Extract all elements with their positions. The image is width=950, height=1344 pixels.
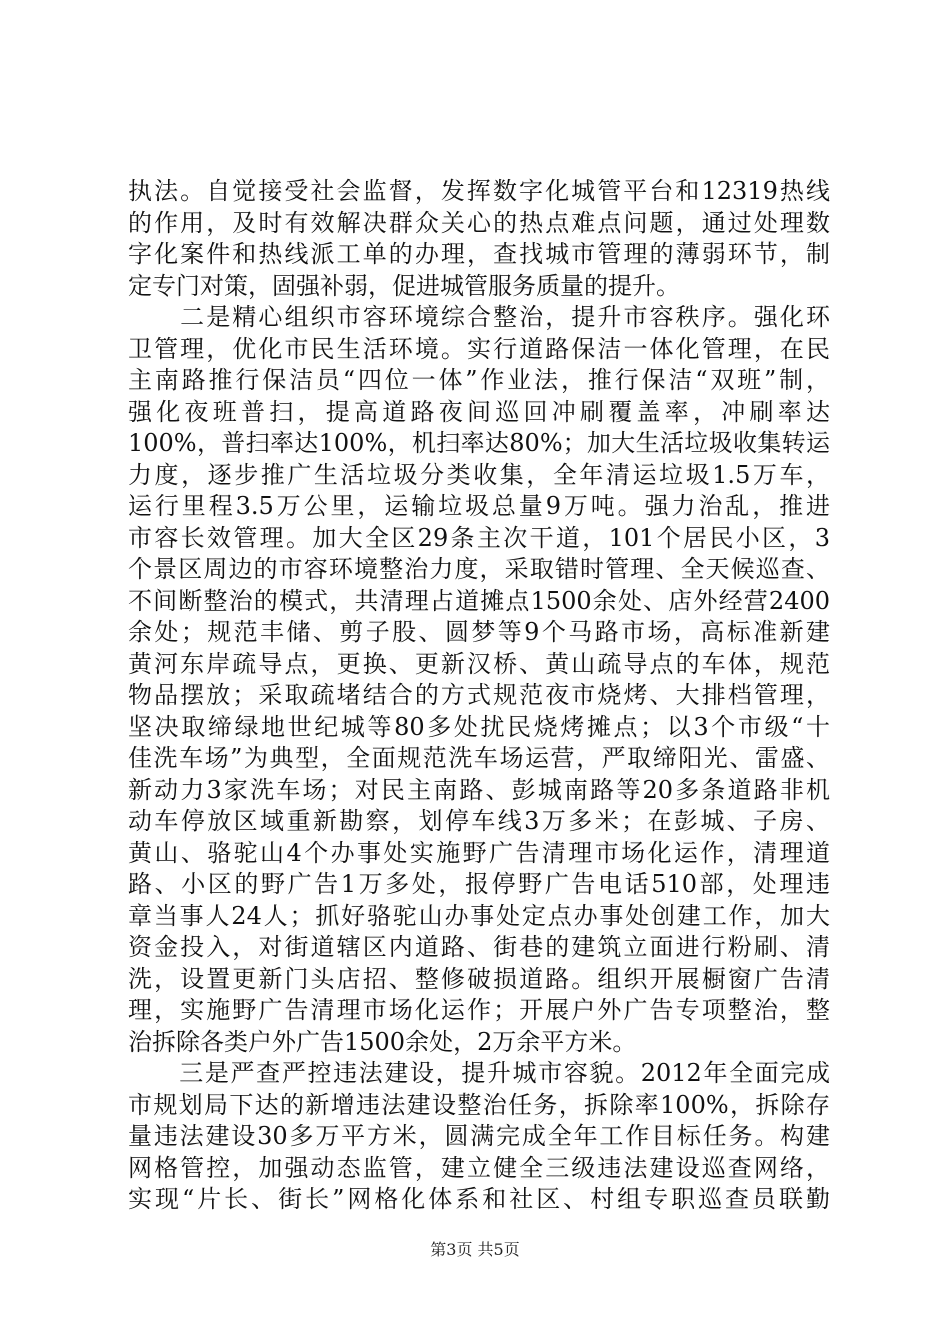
text-line: 黄山、骆驼山4个办事处实施野广告清理市场化运作，清理道 (128, 838, 830, 867)
text-line: 定专门对策，固强补弱，促进城管服务质量的提升。 (128, 271, 680, 300)
text-line: 100%，普扫率达100%，机扫率达80%；加大生活垃圾收集转运 (128, 429, 830, 457)
text-line: 坚决取缔绿地世纪城等80多处扰民烧烤摊点；以3个市级“十 (128, 712, 830, 741)
text-line: 物品摆放；采取疏堵结合的方式规范夜市烧烤、大排档管理， (128, 681, 830, 709)
text-line: 洗，设置更新门头店招、整修破损道路。组织开展橱窗广告清 (128, 964, 830, 993)
text-line: 主南路推行保洁员“四位一体”作业法，推行保洁“双班”制， (128, 366, 830, 394)
text-line: 二是精心组织市容环境综合整治，提升市容秩序。强化环 (128, 303, 830, 331)
text-line: 字化案件和热线派工单的办理，查找城市管理的薄弱环节，制 (128, 240, 830, 268)
text-line: 网格管控，加强动态监管，建立健全三级违法建设巡查网络， (128, 1153, 830, 1182)
text-line: 的作用，及时有效解决群众关心的热点难点问题，通过处理数 (128, 208, 830, 237)
text-line: 执法。自觉接受社会监督，发挥数字化城管平台和12319热线 (128, 177, 830, 205)
text-line: 卫管理，优化市民生活环境。实行道路保洁一体化管理，在民 (128, 334, 830, 363)
text-line: 市规划局下达的新增违法建设整治任务，拆除率100%，拆除存 (128, 1090, 830, 1119)
text-line: 余处；规范丰储、剪子股、圆梦等9个马路市场，高标准新建 (128, 618, 830, 646)
text-line: 新动力3家洗车场；对民主南路、彭城南路等20多条道路非机 (128, 775, 830, 804)
text-line: 不间断整治的模式，共清理占道摊点1500余处、店外经营2400 (128, 586, 830, 615)
text-line: 理，实施野广告清理市场化运作；开展户外广告专项整治，整 (128, 996, 830, 1024)
text-line: 治拆除各类户外广告1500余处，2万余平方米。 (128, 1027, 637, 1056)
text-line: 章当事人24人；抓好骆驼山办事处定点办事处创建工作，加大 (128, 901, 830, 930)
text-line: 三是严查严控违法建设，提升城市容貌。2012年全面完成 (128, 1059, 830, 1087)
text-line: 资金投入，对街道辖区内道路、街巷的建筑立面进行粉刷、清 (128, 933, 830, 961)
text-line: 个景区周边的市容环境整治力度，采取错时管理、全天候巡查、 (128, 555, 830, 583)
text-line: 强化夜班普扫，提高道路夜间巡回冲刷覆盖率，冲刷率达 (128, 397, 830, 426)
text-line: 动车停放区域重新勘察，划停车线3万多米；在彭城、子房、 (128, 807, 830, 835)
page-footer: 第3页 共5页 (430, 1240, 520, 1259)
text-line: 路、小区的野广告1万多处，报停野广告电话510部，处理违 (128, 870, 830, 898)
text-line: 运行里程3.5万公里，运输垃圾总量9万吨。强力治乱，推进 (128, 492, 830, 520)
text-line: 力度，逐步推广生活垃圾分类收集，全年清运垃圾1.5万车， (128, 460, 830, 489)
body-text (128, 176, 830, 1216)
text-line: 市容长效管理。加大全区29条主次干道，101个居民小区，3 (128, 523, 830, 552)
text-line: 佳洗车场”为典型，全面规范洗车场运营，严取缔阳光、雷盛、 (128, 744, 830, 772)
text-line: 实现“片长、街长”网格化体系和社区、村组专职巡查员联勤 (128, 1185, 830, 1213)
text-line: 黄河东岸疏导点，更换、更新汉桥、黄山疏导点的车体，规范 (128, 649, 830, 678)
text-line: 量违法建设30多万平方米，圆满完成全年工作目标任务。构建 (128, 1122, 830, 1150)
